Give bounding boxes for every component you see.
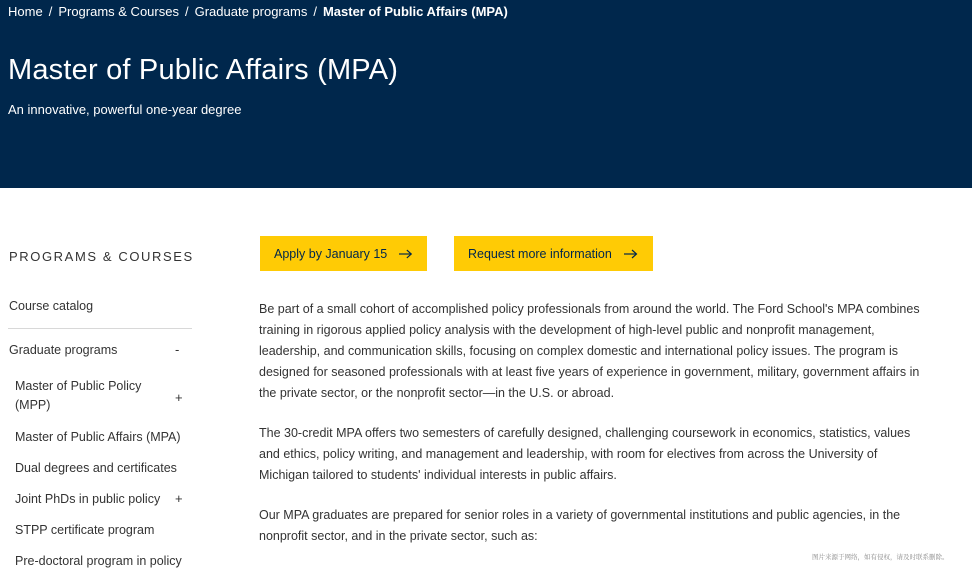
request-info-button[interactable] [454,236,653,271]
page-subtitle: An innovative, powerful one-year degree [8,102,242,117]
sidebar-item-course-catalog[interactable]: Course catalog [9,299,94,313]
apply-button[interactable] [260,236,427,271]
expand-toggle[interactable]: + [175,491,183,506]
sidebar-item-mpp[interactable]: Master of Public Policy (MPP) [15,379,142,412]
page-title: Master of Public Affairs (MPA) [8,54,399,86]
watermark-text: 图片来源于网络，如有侵权，请及时联系删除。 [812,554,949,561]
arrow-right-icon [399,249,413,259]
breadcrumb-current: Master of Public Affairs (MPA) [322,4,508,19]
expand-toggle[interactable]: + [175,390,183,405]
sidebar-item-joint-phds[interactable]: Joint PhDs in public policy [15,492,161,506]
breadcrumb-home[interactable]: Home [8,4,43,19]
sidebar-item-mpa[interactable]: Master of Public Affairs (MPA) [15,430,181,444]
sidebar-heading: PROGRAMS & COURSES [9,249,194,264]
sidebar-item-graduate-programs[interactable]: Graduate programs [9,343,118,357]
apply-button-label: Apply by January 15 [274,246,388,261]
collapse-toggle[interactable]: - [175,342,180,357]
sidebar-divider [8,328,192,329]
intro-paragraph: Be part of a small cohort of accomplished policy professionals from around the world. The Ford School's MPA combines training in rigorous applied policy analysis with the development of high-level public and nonprofit management, leadership, and communication skills, focusing on complex domestic and international policy issues. The program is designed for seasoned professionals with at least five years of experience in government, military, government affairs in the private sector, or the nonprofit sector—in the U.S. or abroad. [259,302,920,400]
careers-paragraph: Our MPA graduates are prepared for senior roles in a variety of governmental institutions and public agencies, in the nonprofit sector, and in the private sector, such as: [259,508,901,543]
arrow-right-icon [624,249,638,259]
breadcrumb [8,4,508,20]
sidebar-item-stpp[interactable]: STPP certificate program [15,523,155,537]
curriculum-paragraph: The 30-credit MPA offers two semesters of carefully designed, challenging coursework in economics, statistics, values and ethics, policy writing, and management and leadership, with room for electives from across the University of Michigan tailored to students' individual interests in public affairs. [259,426,911,482]
page-hero [0,0,972,188]
breadcrumb-separator: / [184,4,189,19]
request-info-button-label: Request more information [468,246,612,261]
sidebar-item-predoc[interactable]: Pre-doctoral program in policy [15,554,182,568]
breadcrumb-programs-courses[interactable]: Programs & Courses [58,4,179,19]
breadcrumb-separator: / [48,4,53,19]
sidebar-item-dual-degrees[interactable]: Dual degrees and certificates [15,461,177,475]
breadcrumb-separator: / [313,4,317,19]
breadcrumb-graduate-programs[interactable]: Graduate programs [194,4,308,19]
